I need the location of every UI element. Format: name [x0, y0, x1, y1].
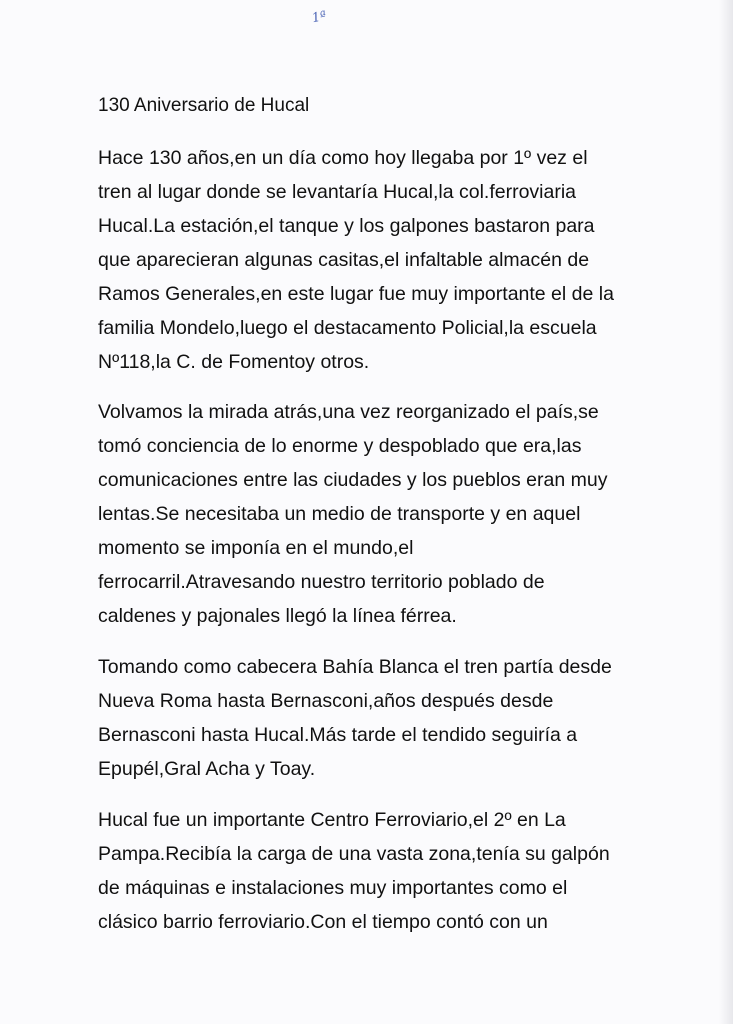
handwritten-page-number: 1ª: [310, 8, 328, 27]
text-line: lentas.Se necesitaba un medio de transporte y en aquel: [98, 503, 581, 525]
paragraph-4: [98, 803, 610, 939]
text-line: tomó conciencia de lo enorme y despoblado que era,las: [98, 435, 582, 457]
paragraph-1: [98, 141, 614, 379]
text-line: de máquinas e instalaciones muy importantes como el: [98, 877, 568, 899]
text-line: Tomando como cabecera Bahía Blanca el tren partía desde: [98, 656, 612, 678]
paragraph-2: [98, 395, 607, 633]
text-line: Hace 130 años,en un día como hoy llegaba por 1º vez el: [98, 147, 588, 169]
text-line: ferrocarril.Atravesando nuestro territorio poblado de: [98, 571, 545, 593]
text-line: Pampa.Recibía la carga de una vasta zona,tenía su galpón: [98, 843, 610, 865]
text-line: Nueva Roma hasta Bernasconi,años después desde: [98, 690, 554, 712]
text-line: Ramos Generales,en este lugar fue muy importante el de la: [98, 283, 614, 305]
document-title: 130 Aniversario de Hucal: [98, 95, 310, 116]
text-line: tren al lugar donde se levantaría Hucal,la col.ferroviaria: [98, 181, 577, 203]
text-line: clásico barrio ferroviario.Con el tiempo contó con un: [98, 911, 548, 933]
text-line: momento se imponía en el mundo,el: [98, 537, 414, 559]
text-line: comunicaciones entre las ciudades y los pueblos eran muy: [98, 469, 608, 491]
text-line: Nº118,la C. de Fomentoy otros.: [98, 351, 370, 373]
text-line: Bernasconi hasta Hucal.Más tarde el tendido seguiría a: [98, 724, 578, 746]
text-line: caldenes y pajonales llegó la línea férrea.: [98, 605, 457, 627]
text-line: Hucal.La estación,el tanque y los galpones bastaron para: [98, 215, 595, 237]
text-line: Volvamos la mirada atrás,una vez reorganizado el país,se: [98, 401, 599, 423]
text-line: Hucal fue un importante Centro Ferroviario,el 2º en La: [98, 809, 566, 831]
paragraph-3: [98, 650, 612, 786]
text-line: Epupél,Gral Acha y Toay.: [98, 758, 316, 780]
text-line: familia Mondelo,luego el destacamento Policial,la escuela: [98, 317, 597, 339]
text-line: que aparecieran algunas casitas,el infaltable almacén de: [98, 249, 590, 271]
